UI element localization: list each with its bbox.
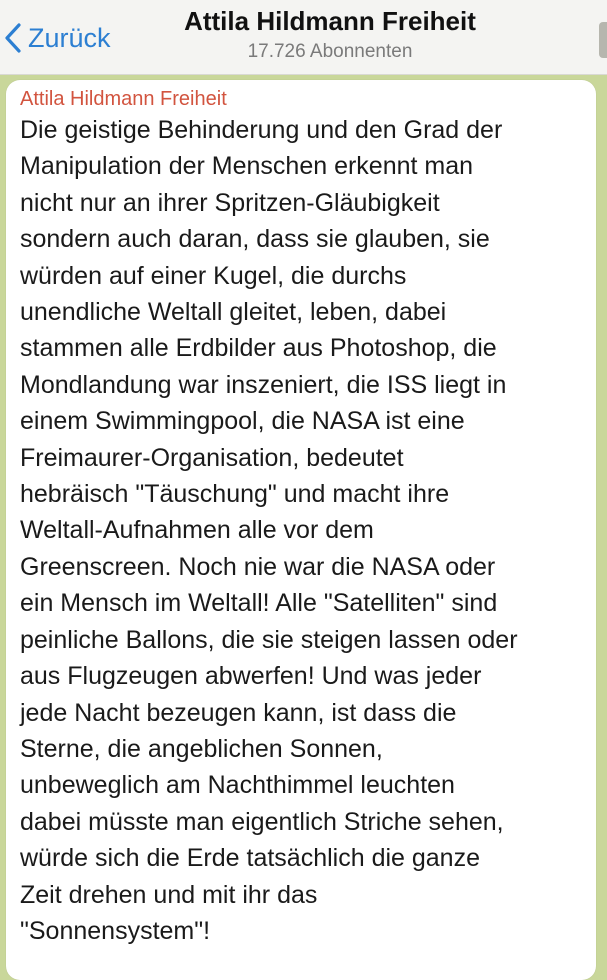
message-line: einem Swimmingpool, die NASA ist eine [20,407,465,436]
message-line: Sterne, die angeblichen Sonnen, [20,734,383,763]
message-line: würden auf einer Kugel, die durchs [20,261,407,290]
channel-title[interactable]: Attila Hildmann Freiheit [184,6,476,36]
message-line: Zeit drehen und mit ihr das [20,880,318,909]
message-line: Manipulation der Menschen erkennt man [20,152,474,181]
back-button[interactable] [4,18,111,58]
message-line: dabei müsste man eigentlich Striche sehen, [20,807,504,836]
message-line: nicht nur an ihrer Spritzen-Gläubigkeit [20,188,440,217]
chevron-left-icon [4,22,22,54]
back-label: Zurück [28,22,111,53]
message-line: Mondlandung war inszeniert, die ISS liegt in [20,370,507,399]
message-line: "Sonnensystem"! [20,916,211,945]
message-text [20,112,595,949]
message-line: peinliche Ballons, die sie steigen lassen oder [20,625,518,654]
message-line: sondern auch daran, dass sie glauben, sie [20,225,490,254]
message-line: stammen alle Erdbilder aus Photoshop, die [20,334,497,363]
channel-avatar[interactable] [599,22,607,58]
message-line: aus Flugzeugen abwerfen! Und was jeder [20,662,482,691]
message-line: ein Mensch im Weltall! Alle "Satelliten" sind [20,589,498,618]
message-line: hebräisch "Täuschung" und macht ihre [20,480,450,509]
message-line: Weltall-Aufnahmen alle vor dem [20,516,374,545]
message-sender[interactable]: Attila Hildmann Freiheit [20,88,227,110]
message-line: unendliche Weltall gleitet, leben, dabei [20,298,447,327]
message-line: Freimaurer-Organisation, bedeutet [20,443,404,472]
message-line: Die geistige Behinderung und den Grad der [20,116,503,144]
message-line: Greenscreen. Noch nie war die NASA oder [20,552,496,581]
subscriber-count: 17.726 Abonnenten [247,41,413,62]
channel-header [0,0,607,75]
message-line: unbeweglich am Nachthimmel leuchten [20,771,455,800]
message-line: würde sich die Erde tatsächlich die ganze [20,844,480,873]
message-line: jede Nacht bezeugen kann, ist dass die [20,698,457,727]
